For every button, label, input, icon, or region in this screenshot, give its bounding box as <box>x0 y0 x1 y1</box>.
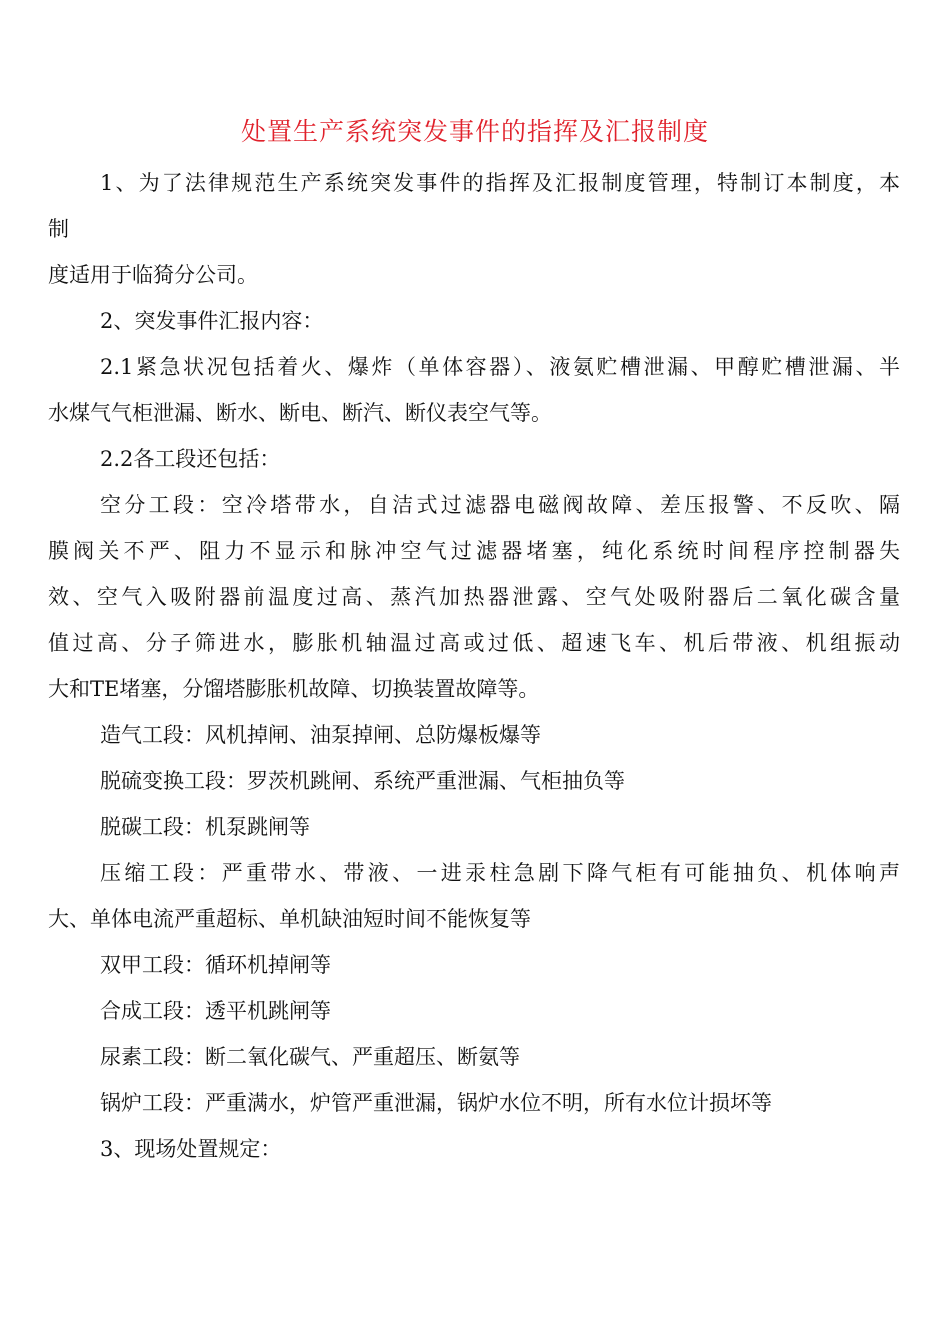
paragraph-desulfurization <box>48 758 900 804</box>
paragraph-2-2 <box>48 436 900 482</box>
document-title: 处置生产系统突发事件的指挥及汇报制度 <box>240 117 709 146</box>
paragraph-line: 双甲工段：循环机掉闸等 <box>100 953 331 977</box>
paragraph-line: 度适用于临猗分公司。 <box>48 263 258 287</box>
paragraph-line: 大和TE堵塞，分馏塔膨胀机故障、切换装置故障等。 <box>48 677 540 701</box>
paragraph-line: 大、单体电流严重超标、单机缺油短时间不能恢复等 <box>48 907 531 931</box>
paragraph-line: 制 <box>48 217 69 241</box>
paragraph-line: 膜阀关不严、阻力不显示和脉冲空气过滤器堵塞，纯化系统时间程序控制器失 <box>48 539 900 563</box>
paragraph-compression <box>48 850 900 942</box>
paragraph-2 <box>48 298 900 344</box>
paragraph-line: 效、空气入吸附器前温度过高、蒸汽加热器泄露、空气处吸附器后二氧化碳含量 <box>48 585 900 609</box>
paragraph-3 <box>48 1126 900 1172</box>
paragraph-line: 值过高、分子筛进水，膨胀机轴温过高或过低、超速飞车、机后带液、机组振动 <box>48 631 900 655</box>
paragraph-gas-making <box>48 712 900 758</box>
paragraph-dual-methanol <box>48 942 900 988</box>
paragraph-line: 合成工段：透平机跳闸等 <box>100 999 331 1023</box>
paragraph-decarbonization <box>48 804 900 850</box>
paragraph-line: 2.2各工段还包括： <box>100 447 281 471</box>
paragraph-line: 2、突发事件汇报内容： <box>100 309 324 333</box>
paragraph-line: 脱碳工段：机泵跳闸等 <box>100 815 310 839</box>
paragraph-line: 压缩工段：严重带水、带液、一进汞柱急剧下降气柜有可能抽负、机体响声 <box>100 861 900 885</box>
paragraph-line: 锅炉工段：严重满水，炉管严重泄漏，锅炉水位不明，所有水位计损坏等 <box>100 1091 772 1115</box>
paragraph-line: 造气工段：风机掉闸、油泵掉闸、总防爆板爆等 <box>100 723 541 747</box>
paragraph-line: 2.1紧急状况包括着火、爆炸（单体容器）、液氨贮槽泄漏、甲醇贮槽泄漏、半 <box>100 355 900 379</box>
paragraph-air-separation <box>48 482 900 712</box>
paragraph-boiler <box>48 1080 900 1126</box>
paragraph-line: 3、现场处置规定： <box>100 1137 282 1161</box>
paragraph-synthesis <box>48 988 900 1034</box>
paragraph-line: 脱硫变换工段：罗茨机跳闸、系统严重泄漏、气柜抽负等 <box>100 769 625 793</box>
paragraph-1 <box>48 160 900 298</box>
paragraph-urea <box>48 1034 900 1080</box>
paragraph-line: 水煤气气柜泄漏、断水、断电、断汽、断仪表空气等。 <box>48 401 552 425</box>
paragraph-line: 空分工段：空冷塔带水，自洁式过滤器电磁阀故障、差压报警、不反吹、隔 <box>100 493 900 517</box>
paragraph-line: 尿素工段：断二氧化碳气、严重超压、断氨等 <box>100 1045 520 1069</box>
paragraph-2-1 <box>48 344 900 436</box>
paragraph-line: 1、为了法律规范生产系统突发事件的指挥及汇报制度管理，特制订本制度，本 <box>100 171 900 195</box>
